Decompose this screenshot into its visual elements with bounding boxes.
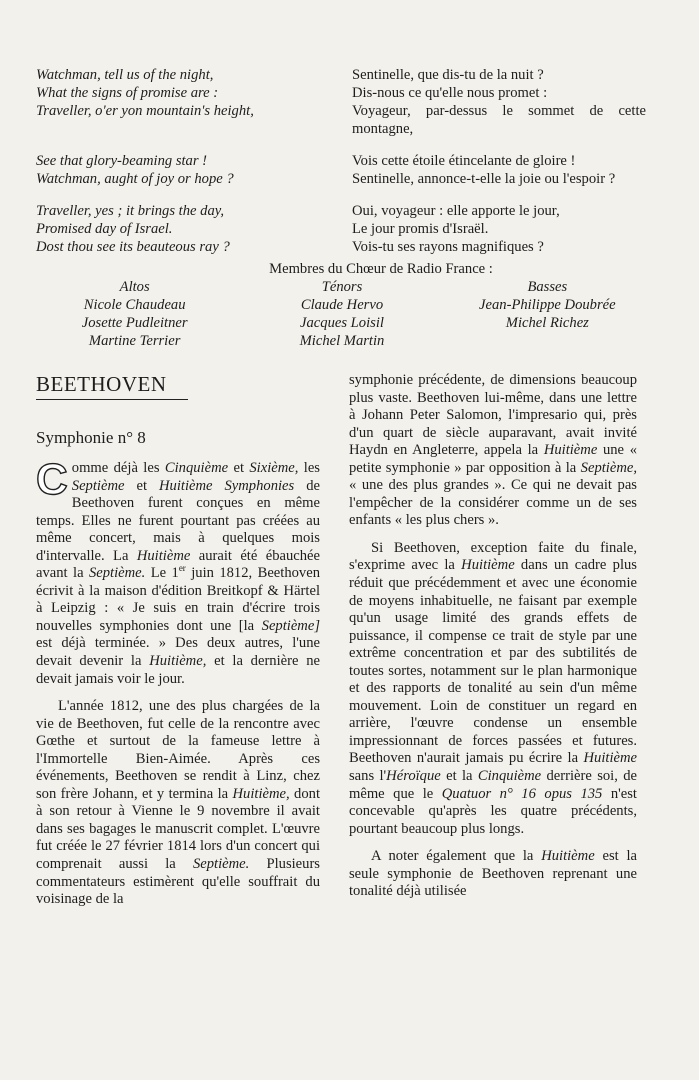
article-left-column	[36, 372, 320, 919]
singer-name: Nicole Chaudeau	[83, 297, 186, 313]
article-paragraph: A noter également que la Huitième est la seule symphonie de Beethoven reprenant une tonalité déjà utilisée	[349, 848, 637, 900]
translation-line: Voyageur, par-dessus le sommet de cette montagne,	[352, 103, 646, 137]
english-verse	[36, 152, 352, 188]
poem-stanza	[36, 202, 646, 256]
article-right-column	[349, 372, 637, 911]
english-verse	[36, 202, 352, 256]
voice-sections	[36, 278, 646, 350]
choir-heading: Membres du Chœur de Radio France :	[269, 261, 493, 277]
translation-line: Sentinelle, que dis-tu de la nuit ?	[352, 67, 544, 83]
verse-line: See that glory-beaming star !	[36, 153, 208, 169]
translation-line: Vois-tu ses rayons magnifiques ?	[352, 239, 544, 255]
altos-section	[36, 278, 233, 350]
poem-stanza	[36, 152, 646, 188]
drop-cap: C	[36, 455, 68, 504]
article-paragraph: Comme déjà les Cinquième et Sixième, les Septième et Huitième Symphonies de Beethoven furent conçues en même temps. Elles ne furent pourtant pas créées au même concert, mais à quelques mois d'intervalle. La Huitième aurait été ébauchée avant la Septième. Le 1er juin 1812, Beethoven écrivit à la maison d'édition Breitkopf & Härtel à Leipzig : « Je suis en train d'écrire trois nouvelles symphonies dont une [la Septième] est déjà terminée. » Des deux autres, l'une devait devenir la Huitième, et la dernière ne devait jamais voir le jour.	[36, 455, 320, 687]
verse-line: Traveller, yes ; it brings the day,	[36, 203, 225, 219]
french-translation	[352, 152, 646, 188]
verse-line: Dost thou see its beauteous ray ?	[36, 239, 230, 255]
voice-label: Ténors	[321, 279, 363, 295]
translation-line: Le jour promis d'Israël.	[352, 221, 489, 237]
bilingual-poem	[36, 66, 646, 270]
singer-name: Josette Pudleitner	[81, 315, 188, 331]
tenors-section	[243, 278, 440, 350]
english-verse	[36, 66, 352, 138]
choir-members	[36, 260, 646, 350]
work-title: Symphonie n° 8	[36, 428, 146, 447]
singer-name: Jacques Loisil	[300, 315, 384, 331]
voice-label: Altos	[119, 279, 150, 295]
french-translation	[352, 66, 646, 138]
verse-line: Traveller, o'er yon mountain's height,	[36, 103, 254, 119]
voice-label: Basses	[527, 279, 568, 295]
verse-line: What the signs of promise are :	[36, 85, 219, 101]
verse-line: Watchman, aught of joy or hope ?	[36, 171, 234, 187]
basses-section	[449, 278, 646, 350]
singer-name: Martine Terrier	[88, 333, 181, 349]
translation-line: Sentinelle, annonce-t-elle la joie ou l'espoir ?	[352, 171, 616, 187]
singer-name: Michel Richez	[505, 315, 589, 331]
poem-stanza	[36, 66, 646, 138]
verse-line: Watchman, tell us of the night,	[36, 67, 214, 83]
translation-line: Vois cette étoile étincelante de gloire !	[352, 153, 576, 169]
verse-line: Promised day of Israel.	[36, 221, 173, 237]
article-paragraph: symphonie précédente, de dimensions beaucoup plus vaste. Beethoven lui-même, dans une lettre à Johann Peter Salomon, l'impresario qui, près d'un quart de siècle auparavant, avait invité Haydn en Angleterre, appela la Huitième une « petite symphonie » par opposition à la Septième, « une des plus grandes ». Ce qui ne devait pas l'empêcher de la considérer comme un de ses enfants « les plus chers ».	[349, 372, 637, 529]
translation-line: Dis-nous ce qu'elle nous promet :	[352, 85, 548, 101]
translation-line: Oui, voyageur : elle apporte le jour,	[352, 203, 560, 219]
french-translation	[352, 202, 646, 256]
article-paragraph: L'année 1812, une des plus chargées de la vie de Beethoven, fut celle de la rencontre avec Gœthe et surtout de la fameuse lettre à l'Immortelle Bien-Aimée. Après ces événements, Beethoven se rendit à Linz, chez son frère Johann, et y termina la Huitième, dont à son retour à Vienne le 9 novembre il avait dans ses bagages le manuscrit complet. L'œuvre fut créée le 27 février 1814 lors d'un concert qui comprenait aussi la Septième. Plusieurs commentateurs estimèrent qu'elle souffrait du voisinage de la	[36, 698, 320, 908]
singer-name: Claude Hervo	[300, 297, 384, 313]
singer-name: Jean-Philippe Doubrée	[479, 297, 616, 313]
singer-name: Michel Martin	[299, 333, 385, 349]
article-paragraph: Si Beethoven, exception faite du finale, s'exprime avec la Huitième dans un cadre plus réduit que précédemment et avec une économie de moyens inhabituelle, ne faisant par exemple qu'un usage limité des grands effets de puissance, il compense ce trait de style par une extrême concentration et par des subtilités de toutes sortes, notamment sur le plan harmonique et des rapports de tonalité au sein d'un même mouvement. Loin de constituer un regard en arrière, l'œuvre condense un ensemble impressionnant de forces passées et futures. Beethoven n'aurait jamais pu écrire la Huitième sans l'Héroïque et la Cinquième derrière soi, de même que le Quatuor n° 16 opus 135 n'est concevable qu'après les quatre précédents, pourtant beaucoup plus longs.	[349, 539, 638, 837]
composer-heading: BEETHOVEN	[36, 372, 188, 400]
